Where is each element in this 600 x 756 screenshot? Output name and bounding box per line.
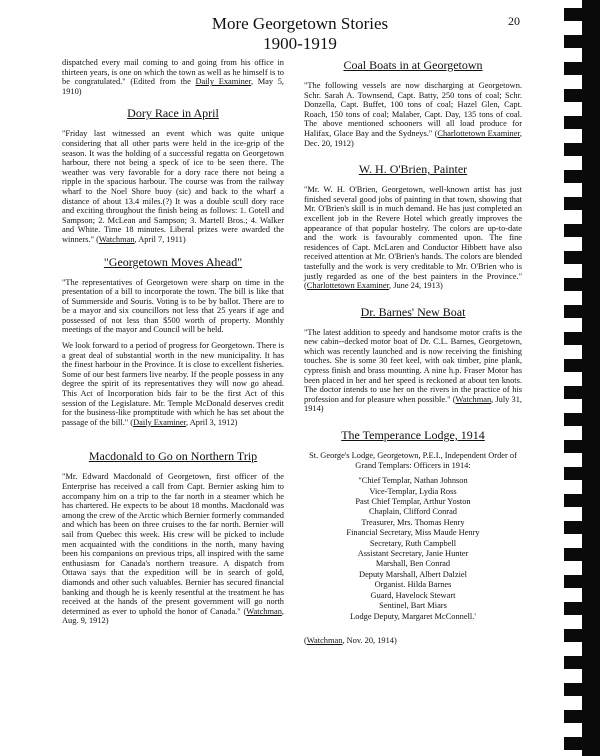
moves-ahead-paragraph-1: "The representatives of Georgetown were sharp on time in the presentation of a bill to incorporate the town. The bill is like that of Summerside and Souris. Voting is to be by ballot. There are to be a mayor and six councillors not less that 25 years if age and possessed of not less than $500 worth of property. Monthly meetings of the mayor and Council will be held. [62, 277, 284, 335]
binding-ring [564, 116, 586, 129]
new-boat-text: "The latest addition to speedy and handsome motor crafts is the new cabin--decked motor boat of Dr. C.L. Barnes, Georgetown, which was recently launched and is now receiving the finishing touches. She is some 30 feet keel, with oak timber, pine plank, cypress finish and brass mounting. A nine h.p. Fraser Motor has been placed in her and her speed is reckoned at about ten knots. The doctor intends to use her on the rivers in the practice of his profession and for pleasure when possible." ( [304, 327, 522, 404]
binding-ring [564, 413, 586, 426]
binding-ring [564, 305, 586, 318]
temperance-lodge-source: Watchman [306, 635, 343, 645]
officer-entry: Organist. Hilda Barnes [374, 580, 452, 590]
binding-ring [564, 656, 586, 669]
binding-ring [564, 683, 586, 696]
binding-ring [564, 386, 586, 399]
binding-ring [564, 359, 586, 372]
binding-strip [582, 0, 600, 756]
binding-ring [564, 197, 586, 210]
northern-trip-article [62, 472, 284, 626]
binding-ring [564, 710, 586, 723]
binding-ring [564, 737, 586, 750]
binding-ring [564, 224, 586, 237]
painter-source: Charlottetown Examiner [306, 281, 390, 291]
binding-ring [564, 143, 586, 156]
officer-entry: Sentinel, Bart Miars [379, 601, 447, 611]
officer-entry: Guard, Havelock Stewart [370, 590, 456, 600]
binding-ring [564, 62, 586, 75]
new-boat-article [304, 328, 522, 414]
binding-ring [564, 440, 586, 453]
page-number: 20 [508, 14, 520, 28]
officer-entry: Past Chief Templar, Arthur Yoston [355, 497, 471, 507]
coal-boats-article [304, 81, 522, 148]
painter-date: , June 24, 1913) [389, 281, 443, 291]
binding-ring [564, 548, 586, 561]
dory-race-date: , April 7, 1911) [134, 234, 186, 244]
painter-article [304, 185, 522, 291]
moves-ahead-source: Daily Examiner [133, 417, 187, 427]
new-boat-source: Watchman [455, 394, 492, 404]
officers-list [304, 476, 522, 622]
intro-paragraph [62, 58, 284, 96]
new-boat-date: , July 31, 1914) [304, 394, 522, 414]
coal-boats-heading: Coal Boats in at Georgetown [343, 58, 483, 72]
officer-entry: Deputy Marshall, Albert Dalziel [359, 569, 467, 579]
intro-source: Daily Examiner [195, 77, 251, 87]
officer-entry: Lodge Deputy, Margaret McConnell.' [350, 611, 476, 621]
painter-heading: W. H. O'Brien, Painter [358, 162, 468, 177]
binding-ring [564, 575, 586, 588]
intro-date: , May 5, 1910) [62, 77, 285, 96]
title-line-1: More Georgetown Stories [211, 14, 389, 33]
moves-ahead-text: We look forward to a period of progress for Georgetown. There is a great deal of substantial worth in the new municipality. It has the finest harbour in the Province. It is close to excellent fisheries. Some of our best farmers live nearby. If the people possess in any degree the spirit of its representatives they will now go ahead. This Act of Incorporation bids fair to be the first Act of this session of the Legislature. Mr. Temple McDonald deserves credit for the business-like promptitude with which he has set about the passage of the bill." ( [62, 341, 284, 427]
officer-entry: Treasurer, Mrs. Thomas Henry [361, 517, 465, 527]
binding-ring [564, 521, 586, 534]
officer-entry: Vice-Templar, Lydia Ross [369, 486, 457, 496]
officer-entry: Chaplain, Clifford Conrad [368, 507, 457, 517]
page-title [150, 14, 450, 54]
binding-ring [564, 35, 586, 48]
northern-trip-text: "Mr. Edward Macdonald of Georgetown, first officer of the Enterprise has received a call from Capt. Bernier asking him to accompany him on a trip to the far north in a steamer which he has chartered. He expects to be about 18 months. Macdonald was among the crew of the Arctic which Bernier formerly commanded and which has been on three cruises to the far north. Bernier will sail from Quebec this week. His crew will be picked to include men acquainted with the conditions in the north, many having been his companions on previous trips, all inspired with the same enthusiasm for Canada's northern treasure. A dispatch from Ottawa says that the expedition will be in search of gold, diamonds and other such valuables. Bernier has secured financial banking and though he is keenly resentful at the treatment he has received at the hands of the present government will go north determined as ever to uphold the honor of Canada." ( [62, 472, 284, 616]
dory-race-source: Watchman [98, 234, 135, 244]
officer-entry: Financial Secretary, Miss Maude Henry [346, 528, 480, 538]
new-boat-heading: Dr. Barnes' New Boat [360, 304, 466, 319]
right-column [304, 58, 522, 652]
citation-open: ( [304, 635, 307, 645]
binding-ring [564, 467, 586, 480]
dory-race-text: "Friday last witnessed an event which was quite unique considering that all other parts were held in the ice-grip of the season. It was the holding of a successful regatta on Georgetown harbour, there not being a speck of ice to be seen there. The weather was very favorable for a dory race there not being a ripple in the spacious harbour. The course was from the railway wharf to the Noel Shore buoy (sic) and back to the wharf a distance of about 13.4 miles.(?) It was a double scull dory race and exciting throughout the finish being as follows: 1. Gotell and Sampson; 2. McLean and Sampson; 3. Martell Bros.; 4. Walker and White. Time 18 minutes. Liberal prizes were awarded the winners." ( [62, 129, 284, 244]
spiral-binding [560, 0, 600, 756]
northern-trip-heading: Macdonald to Go on Northern Trip [88, 449, 258, 464]
officer-entry: Assistant Secretary, Janie Hunter [357, 549, 469, 559]
officer-entry: Marshall, Ben Conrad [375, 559, 451, 569]
binding-ring [564, 494, 586, 507]
moves-ahead-paragraph-2 [62, 341, 284, 427]
temperance-lodge-citation [304, 636, 522, 646]
northern-trip-date: , Aug. 9, 1912) [62, 606, 284, 626]
binding-ring [564, 8, 586, 21]
binding-ring [564, 170, 586, 183]
temperance-lodge-heading: The Temperance Lodge, 1914 [341, 428, 485, 443]
binding-ring [564, 332, 586, 345]
coal-boats-date: , Dec. 20, 1912) [304, 128, 522, 148]
binding-ring [564, 278, 586, 291]
dory-race-article [62, 129, 284, 244]
title-line-2: 1900-1919 [263, 34, 337, 53]
moves-ahead-date: , April 3, 1912) [186, 417, 238, 427]
intro-text: dispatched every mail coming to and going from his office in thirteen years, is one on which the town as well as he himself is to be congratulated." (Edited from the [62, 58, 284, 87]
temperance-lodge-date: , Nov. 20, 1914) [342, 635, 397, 645]
binding-ring [564, 89, 586, 102]
officer-entry: "Chief Templar, Nathan Johnson [358, 476, 468, 486]
binding-ring [564, 602, 586, 615]
moves-ahead-heading: "Georgetown Moves Ahead" [103, 254, 243, 269]
dory-race-heading: Dory Race in April [127, 106, 219, 121]
binding-ring [564, 251, 586, 264]
officer-entry: Secretary, Ruth Campbell [369, 538, 457, 548]
coal-boats-source: Charlottetown Examiner [437, 128, 520, 138]
painter-text: "Mr. W. H. O'Brien, Georgetown, well-known artist has just finished several good jobs of painting in that town, showing that Mr. O'Brien's skill is in much demand. He has just completed an excellent job in the Revere Hotel which greatly improves the appearance of that popular hostelry. The colors are up-to-date and the work is favourably commented upon. The fine residences of Capt. McLaren and Conductor Hibbett have also received attention at Mr. O'Brien's hands. The colors are blended tastefully and the work is very creditable to Mr. O'Brien who is justly regarded as one of the best painters in the Province."( [304, 185, 522, 291]
left-column [62, 58, 284, 632]
coal-boats-text: "The following vessels are now discharging at Georgetown. Schr. Sarah A. Townsend, Capt. Batty, 250 tons of coal; Schr. Donzella, Capt. Buffet, 100 tons of coal; Hazel Glen, Capt. Roach, 150 tons of coal; Malaber, Capt. Day, 135 tons of coal. The above mentioned schooners will all load produce for Halifax, Glace Bay and the Sydneys." ( [304, 81, 522, 138]
northern-trip-source: Watchman [246, 606, 282, 616]
binding-ring [564, 629, 586, 642]
temperance-lodge-intro: St. George's Lodge, Georgetown, P.E.I., Independent Order of Grand Templars: Officers in 1914: [309, 451, 517, 470]
